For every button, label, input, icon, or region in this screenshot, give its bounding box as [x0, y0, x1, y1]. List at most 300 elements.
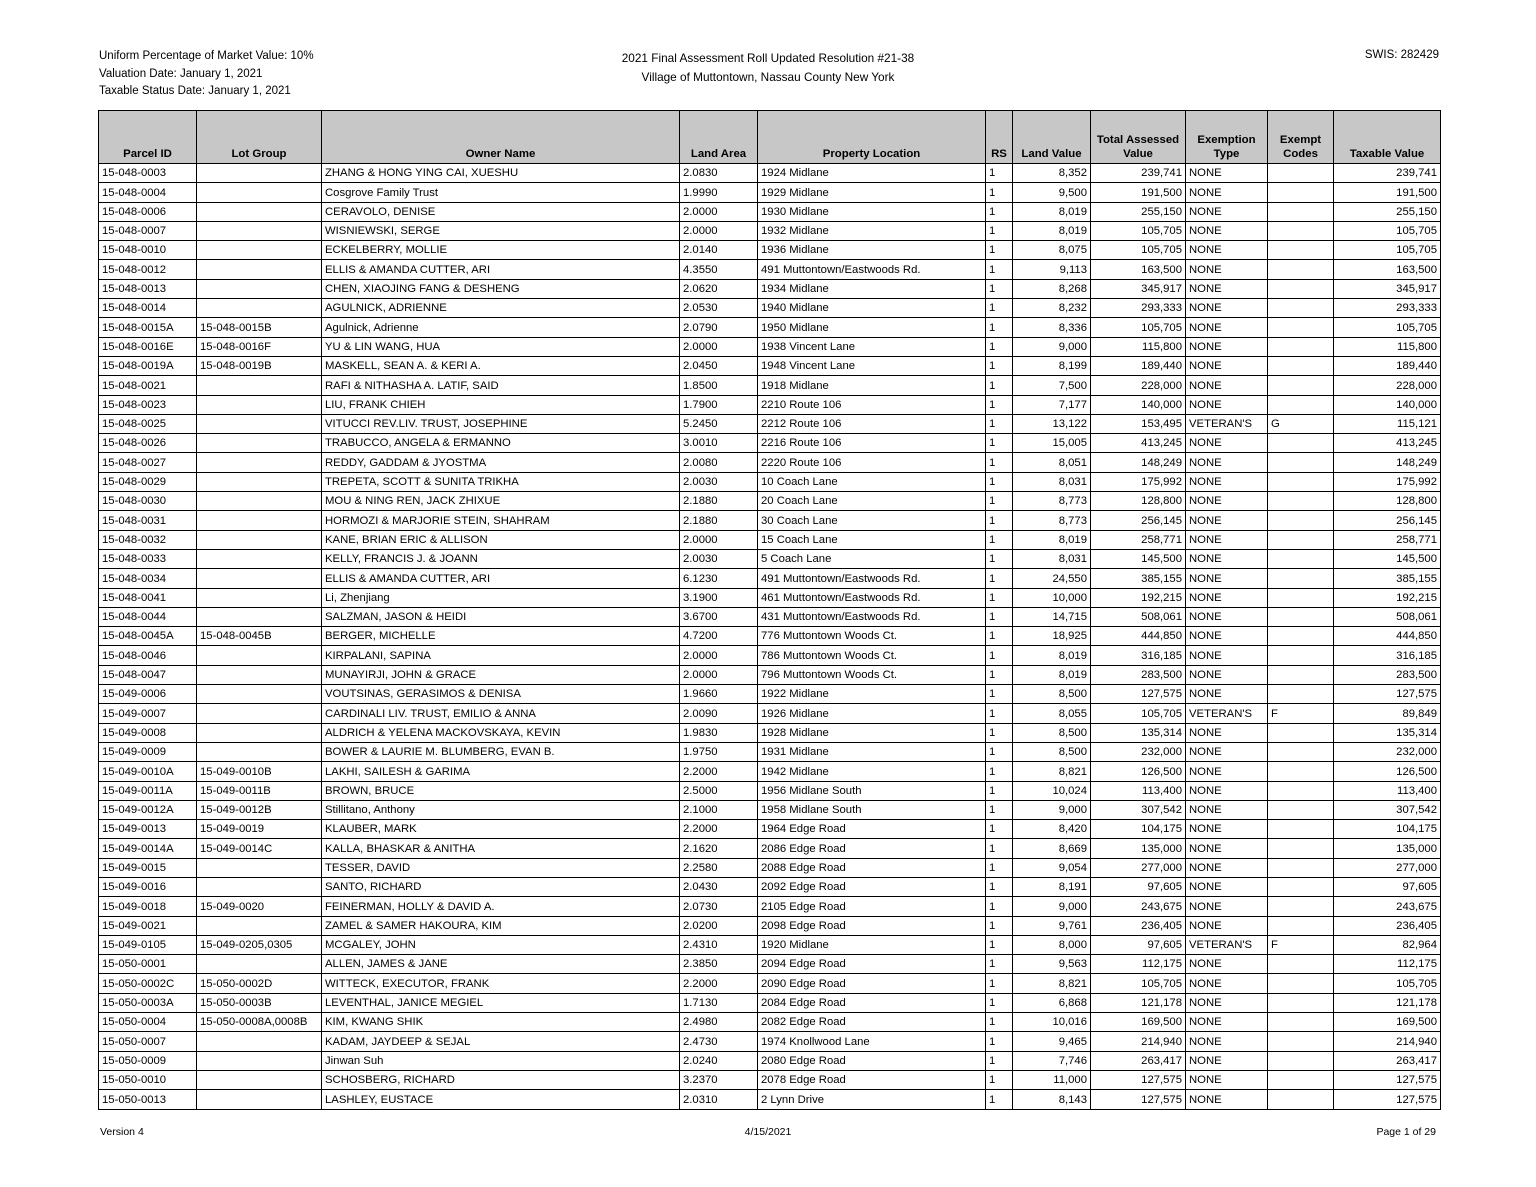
cell-owner: LAKHI, SAILESH & GARIMA: [322, 762, 680, 781]
cell-owner: MASKELL, SEAN A. & KERI A.: [322, 356, 680, 375]
cell-exemption: NONE: [1186, 627, 1268, 646]
cell-codes: [1268, 164, 1334, 183]
table-row[interactable]: [99, 260, 1441, 279]
cell-landval: 8,019: [1013, 202, 1091, 221]
cell-landval: 8,500: [1013, 723, 1091, 742]
col-header-owner-name[interactable]: Owner Name: [322, 111, 680, 164]
cell-landval: 8,031: [1013, 549, 1091, 568]
table-row[interactable]: [99, 762, 1441, 781]
cell-total: 508,061: [1091, 607, 1186, 626]
cell-total: 256,145: [1091, 511, 1186, 530]
cell-lot: [197, 877, 322, 896]
cell-total: 192,215: [1091, 588, 1186, 607]
cell-exemption: NONE: [1186, 858, 1268, 877]
cell-rs: 1: [986, 723, 1013, 742]
cell-rs: 1: [986, 279, 1013, 298]
cell-lot: [197, 453, 322, 472]
table-row[interactable]: [99, 434, 1441, 453]
cell-area: 6.1230: [680, 569, 758, 588]
cell-landval: 8,051: [1013, 453, 1091, 472]
table-row[interactable]: [99, 820, 1441, 839]
cell-loc: 1930 Midlane: [758, 202, 986, 221]
cell-loc: 1942 Midlane: [758, 762, 986, 781]
cell-codes: [1268, 1051, 1334, 1070]
table-row[interactable]: [99, 164, 1441, 183]
cell-owner: VOUTSINAS, GERASIMOS & DENISA: [322, 685, 680, 704]
cell-codes: G: [1268, 414, 1334, 433]
cell-area: 2.0030: [680, 472, 758, 491]
cell-parcel: 15-049-0014A: [99, 839, 197, 858]
table-row[interactable]: [99, 916, 1441, 935]
cell-lot: [197, 588, 322, 607]
cell-owner: ELLIS & AMANDA CUTTER, ARI: [322, 569, 680, 588]
cell-parcel: 15-048-0030: [99, 492, 197, 511]
cell-area: 1.9750: [680, 742, 758, 761]
cell-exemption: NONE: [1186, 202, 1268, 221]
cell-exemption: NONE: [1186, 472, 1268, 491]
cell-owner: CHEN, XIAOJING FANG & DESHENG: [322, 279, 680, 298]
cell-taxable: 256,145: [1334, 511, 1441, 530]
col-header-total-assessed-value[interactable]: Total Assessed Value: [1091, 111, 1186, 164]
cell-loc: 2098 Edge Road: [758, 916, 986, 935]
cell-lot: 15-050-0008A,0008B: [197, 1013, 322, 1032]
table-row[interactable]: [99, 395, 1441, 414]
cell-parcel: 15-048-0003: [99, 164, 197, 183]
table-row[interactable]: [99, 241, 1441, 260]
cell-area: 3.1900: [680, 588, 758, 607]
cell-rs: 1: [986, 935, 1013, 954]
cell-lot: [197, 607, 322, 626]
cell-exemption: NONE: [1186, 260, 1268, 279]
cell-owner: YU & LIN WANG, HUA: [322, 337, 680, 356]
cell-loc: 2212 Route 106: [758, 414, 986, 433]
cell-taxable: 121,178: [1334, 993, 1441, 1012]
cell-codes: [1268, 781, 1334, 800]
cell-owner: TESSER, DAVID: [322, 858, 680, 877]
cell-lot: [197, 395, 322, 414]
cell-owner: FEINERMAN, HOLLY & DAVID A.: [322, 897, 680, 916]
table-row[interactable]: [99, 877, 1441, 896]
cell-owner: KIM, KWANG SHIK: [322, 1013, 680, 1032]
col-header-land-area[interactable]: Land Area: [680, 111, 758, 164]
table-row[interactable]: [99, 299, 1441, 318]
cell-rs: 1: [986, 395, 1013, 414]
col-header-exempt-codes[interactable]: Exempt Codes: [1268, 111, 1334, 164]
cell-codes: [1268, 974, 1334, 993]
cell-codes: [1268, 685, 1334, 704]
cell-area: 2.0140: [680, 241, 758, 260]
cell-loc: 491 Muttontown/Eastwoods Rd.: [758, 260, 986, 279]
col-header-exemption-type[interactable]: Exemption Type: [1186, 111, 1268, 164]
cell-rs: 1: [986, 665, 1013, 684]
table-row[interactable]: [99, 646, 1441, 665]
table-row[interactable]: [99, 685, 1441, 704]
cell-exemption: NONE: [1186, 337, 1268, 356]
cell-exemption: NONE: [1186, 646, 1268, 665]
table-row[interactable]: [99, 607, 1441, 626]
cell-lot: [197, 511, 322, 530]
table-row[interactable]: [99, 221, 1441, 240]
cell-loc: 2105 Edge Road: [758, 897, 986, 916]
table-row[interactable]: [99, 704, 1441, 723]
cell-owner: SALZMAN, JASON & HEIDI: [322, 607, 680, 626]
cell-exemption: NONE: [1186, 1090, 1268, 1109]
cell-landval: 10,024: [1013, 781, 1091, 800]
swis-code: SWIS: 282429: [1364, 49, 1439, 61]
cell-landval: 9,465: [1013, 1032, 1091, 1051]
cell-landval: 14,715: [1013, 607, 1091, 626]
table-row[interactable]: [99, 530, 1441, 549]
cell-lot: [197, 260, 322, 279]
col-header-property-location[interactable]: Property Location: [758, 111, 986, 164]
cell-owner: LIU, FRANK CHIEH: [322, 395, 680, 414]
cell-total: 145,500: [1091, 549, 1186, 568]
cell-taxable: 105,705: [1334, 318, 1441, 337]
col-header-rs[interactable]: RS: [986, 111, 1013, 164]
cell-exemption: NONE: [1186, 993, 1268, 1012]
cell-rs: 1: [986, 858, 1013, 877]
table-row[interactable]: [99, 974, 1441, 993]
table-row[interactable]: [99, 723, 1441, 742]
cell-area: 5.2450: [680, 414, 758, 433]
cell-parcel: 15-048-0026: [99, 434, 197, 453]
cell-area: 2.0000: [680, 530, 758, 549]
col-header-parcel-id[interactable]: Parcel ID: [99, 111, 197, 164]
cell-rs: 1: [986, 781, 1013, 800]
cell-taxable: 316,185: [1334, 646, 1441, 665]
table-row[interactable]: [99, 839, 1441, 858]
cell-parcel: 15-050-0010: [99, 1070, 197, 1089]
cell-area: 2.4980: [680, 1013, 758, 1032]
table-row[interactable]: [99, 472, 1441, 491]
cell-area: 2.0000: [680, 646, 758, 665]
table-header-row: [99, 111, 1441, 164]
cell-rs: 1: [986, 472, 1013, 491]
cell-total: 113,400: [1091, 781, 1186, 800]
table-row[interactable]: [99, 993, 1441, 1012]
document-title-line-1: 2021 Final Assessment Roll Updated Resolution #21-38: [621, 51, 915, 65]
cell-parcel: 15-048-0031: [99, 511, 197, 530]
table-row[interactable]: [99, 511, 1441, 530]
cell-parcel: 15-048-0044: [99, 607, 197, 626]
cell-lot: [197, 704, 322, 723]
col-header-land-value[interactable]: Land Value: [1013, 111, 1091, 164]
cell-loc: 2210 Route 106: [758, 395, 986, 414]
cell-parcel: 15-048-0029: [99, 472, 197, 491]
cell-taxable: 232,000: [1334, 742, 1441, 761]
cell-codes: [1268, 627, 1334, 646]
cell-taxable: 112,175: [1334, 955, 1441, 974]
cell-parcel: 15-048-0025: [99, 414, 197, 433]
cell-lot: [197, 434, 322, 453]
cell-owner: ZHANG & HONG YING CAI, XUESHU: [322, 164, 680, 183]
table-row[interactable]: [99, 588, 1441, 607]
cell-exemption: NONE: [1186, 318, 1268, 337]
cell-loc: 2094 Edge Road: [758, 955, 986, 974]
cell-taxable: 126,500: [1334, 762, 1441, 781]
col-header-lot-group[interactable]: Lot Group: [197, 111, 322, 164]
table-row[interactable]: [99, 858, 1441, 877]
table-row[interactable]: [99, 1013, 1441, 1032]
cell-total: 239,741: [1091, 164, 1186, 183]
cell-total: 127,575: [1091, 685, 1186, 704]
cell-landval: 9,563: [1013, 955, 1091, 974]
cell-loc: 20 Coach Lane: [758, 492, 986, 511]
cell-exemption: VETERAN'S: [1186, 704, 1268, 723]
cell-area: 2.5000: [680, 781, 758, 800]
cell-exemption: NONE: [1186, 723, 1268, 742]
cell-taxable: 444,850: [1334, 627, 1441, 646]
cell-landval: 7,746: [1013, 1051, 1091, 1070]
cell-total: 214,940: [1091, 1032, 1186, 1051]
cell-loc: 1920 Midlane: [758, 935, 986, 954]
cell-exemption: NONE: [1186, 588, 1268, 607]
cell-owner: REDDY, GADDAM & JYOSTMA: [322, 453, 680, 472]
table-row[interactable]: [99, 376, 1441, 395]
cell-codes: [1268, 318, 1334, 337]
cell-codes: [1268, 820, 1334, 839]
footer-version: Version 4: [100, 1126, 144, 1138]
cell-exemption: NONE: [1186, 395, 1268, 414]
cell-lot: 15-050-0002D: [197, 974, 322, 993]
table-row[interactable]: [99, 549, 1441, 568]
table-row[interactable]: [99, 781, 1441, 800]
cell-codes: [1268, 453, 1334, 472]
cell-total: 163,500: [1091, 260, 1186, 279]
cell-landval: 24,550: [1013, 569, 1091, 588]
cell-loc: 1948 Vincent Lane: [758, 356, 986, 375]
cell-taxable: 104,175: [1334, 820, 1441, 839]
table-row[interactable]: [99, 742, 1441, 761]
cell-exemption: NONE: [1186, 897, 1268, 916]
cell-codes: [1268, 897, 1334, 916]
cell-taxable: 148,249: [1334, 453, 1441, 472]
cell-loc: 491 Muttontown/Eastwoods Rd.: [758, 569, 986, 588]
cell-loc: 1918 Midlane: [758, 376, 986, 395]
cell-parcel: 15-049-0009: [99, 742, 197, 761]
table-row[interactable]: [99, 1051, 1441, 1070]
cell-exemption: NONE: [1186, 800, 1268, 819]
cell-landval: 9,054: [1013, 858, 1091, 877]
cell-area: 2.2000: [680, 820, 758, 839]
cell-landval: 8,075: [1013, 241, 1091, 260]
cell-owner: KANE, BRIAN ERIC & ALLISON: [322, 530, 680, 549]
cell-landval: 8,821: [1013, 974, 1091, 993]
table-row[interactable]: [99, 279, 1441, 298]
cell-landval: 9,000: [1013, 800, 1091, 819]
cell-rs: 1: [986, 299, 1013, 318]
table-row[interactable]: [99, 453, 1441, 472]
cell-total: 140,000: [1091, 395, 1186, 414]
cell-rs: 1: [986, 607, 1013, 626]
cell-lot: 15-049-0010B: [197, 762, 322, 781]
cell-codes: [1268, 376, 1334, 395]
cell-area: 4.7200: [680, 627, 758, 646]
cell-rs: 1: [986, 164, 1013, 183]
cell-taxable: 115,121: [1334, 414, 1441, 433]
cell-owner: LASHLEY, EUSTACE: [322, 1090, 680, 1109]
cell-rs: 1: [986, 820, 1013, 839]
cell-parcel: 15-048-0012: [99, 260, 197, 279]
table-row[interactable]: [99, 935, 1441, 954]
cell-total: 105,705: [1091, 704, 1186, 723]
table-row[interactable]: [99, 337, 1441, 356]
cell-parcel: 15-048-0033: [99, 549, 197, 568]
cell-parcel: 15-050-0013: [99, 1090, 197, 1109]
col-header-taxable-value[interactable]: Taxable Value: [1334, 111, 1441, 164]
cell-owner: CERAVOLO, DENISE: [322, 202, 680, 221]
cell-lot: [197, 299, 322, 318]
cell-parcel: 15-050-0001: [99, 955, 197, 974]
cell-owner: KIRPALANI, SAPINA: [322, 646, 680, 665]
cell-taxable: 255,150: [1334, 202, 1441, 221]
cell-loc: 1922 Midlane: [758, 685, 986, 704]
cell-rs: 1: [986, 241, 1013, 260]
cell-codes: [1268, 607, 1334, 626]
cell-codes: [1268, 221, 1334, 240]
cell-area: 2.0090: [680, 704, 758, 723]
cell-area: 2.0240: [680, 1051, 758, 1070]
cell-codes: [1268, 241, 1334, 260]
cell-total: 243,675: [1091, 897, 1186, 916]
cell-codes: [1268, 916, 1334, 935]
cell-total: 104,175: [1091, 820, 1186, 839]
cell-codes: F: [1268, 935, 1334, 954]
cell-parcel: 15-048-0010: [99, 241, 197, 260]
cell-taxable: 283,500: [1334, 665, 1441, 684]
cell-landval: 9,113: [1013, 260, 1091, 279]
cell-total: 232,000: [1091, 742, 1186, 761]
cell-area: 2.0430: [680, 877, 758, 896]
cell-exemption: NONE: [1186, 742, 1268, 761]
table-row[interactable]: [99, 897, 1441, 916]
cell-rs: 1: [986, 897, 1013, 916]
cell-parcel: 15-048-0046: [99, 646, 197, 665]
table-row[interactable]: [99, 1090, 1441, 1109]
cell-exemption: NONE: [1186, 1051, 1268, 1070]
cell-total: 112,175: [1091, 955, 1186, 974]
cell-owner: KADAM, JAYDEEP & SEJAL: [322, 1032, 680, 1051]
table-row[interactable]: [99, 414, 1441, 433]
cell-area: 2.0030: [680, 549, 758, 568]
cell-codes: [1268, 646, 1334, 665]
cell-landval: 7,500: [1013, 376, 1091, 395]
cell-loc: 1928 Midlane: [758, 723, 986, 742]
cell-lot: 15-050-0003B: [197, 993, 322, 1012]
cell-exemption: NONE: [1186, 877, 1268, 896]
cell-total: 128,800: [1091, 492, 1186, 511]
cell-landval: 9,000: [1013, 897, 1091, 916]
table-row[interactable]: [99, 1032, 1441, 1051]
cell-codes: [1268, 337, 1334, 356]
cell-rs: 1: [986, 646, 1013, 665]
cell-rs: 1: [986, 260, 1013, 279]
cell-parcel: 15-050-0004: [99, 1013, 197, 1032]
cell-owner: BROWN, BRUCE: [322, 781, 680, 800]
cell-parcel: 15-050-0002C: [99, 974, 197, 993]
cell-lot: [197, 164, 322, 183]
cell-landval: 9,000: [1013, 337, 1091, 356]
cell-total: 105,705: [1091, 318, 1186, 337]
table-row[interactable]: [99, 202, 1441, 221]
cell-total: 413,245: [1091, 434, 1186, 453]
cell-area: 2.0450: [680, 356, 758, 375]
cell-lot: [197, 414, 322, 433]
cell-owner: TRABUCCO, ANGELA & ERMANNO: [322, 434, 680, 453]
cell-area: 2.1880: [680, 492, 758, 511]
cell-lot: [197, 376, 322, 395]
cell-parcel: 15-048-0014: [99, 299, 197, 318]
cell-owner: SCHOSBERG, RICHARD: [322, 1070, 680, 1089]
table-row[interactable]: [99, 800, 1441, 819]
cell-area: 1.8500: [680, 376, 758, 395]
cell-taxable: 175,992: [1334, 472, 1441, 491]
cell-landval: 8,143: [1013, 1090, 1091, 1109]
cell-taxable: 239,741: [1334, 164, 1441, 183]
cell-taxable: 113,400: [1334, 781, 1441, 800]
cell-parcel: 15-050-0007: [99, 1032, 197, 1051]
cell-loc: 2080 Edge Road: [758, 1051, 986, 1070]
cell-rs: 1: [986, 685, 1013, 704]
table-row[interactable]: [99, 183, 1441, 202]
cell-codes: [1268, 588, 1334, 607]
cell-lot: [197, 1051, 322, 1070]
table-row[interactable]: [99, 1070, 1441, 1089]
cell-loc: 2216 Route 106: [758, 434, 986, 453]
cell-area: 1.9660: [680, 685, 758, 704]
cell-parcel: 15-048-0023: [99, 395, 197, 414]
cell-taxable: 258,771: [1334, 530, 1441, 549]
cell-total: 175,992: [1091, 472, 1186, 491]
cell-total: 189,440: [1091, 356, 1186, 375]
cell-rs: 1: [986, 221, 1013, 240]
cell-landval: 8,821: [1013, 762, 1091, 781]
cell-lot: [197, 1070, 322, 1089]
cell-loc: 2090 Edge Road: [758, 974, 986, 993]
cell-area: 2.0000: [680, 221, 758, 240]
cell-lot: 15-048-0019B: [197, 356, 322, 375]
table-row[interactable]: [99, 665, 1441, 684]
cell-codes: [1268, 549, 1334, 568]
table-row[interactable]: [99, 492, 1441, 511]
cell-loc: 1929 Midlane: [758, 183, 986, 202]
table-row[interactable]: [99, 569, 1441, 588]
cell-rs: 1: [986, 588, 1013, 607]
cell-taxable: 89,849: [1334, 704, 1441, 723]
cell-lot: 15-049-0019: [197, 820, 322, 839]
cell-lot: [197, 742, 322, 761]
table-row[interactable]: [99, 627, 1441, 646]
table-row[interactable]: [99, 955, 1441, 974]
valuation-date-line: Valuation Date: January 1, 2021: [99, 67, 263, 80]
table-row[interactable]: [99, 356, 1441, 375]
cell-area: 2.0000: [680, 665, 758, 684]
cell-rs: 1: [986, 1013, 1013, 1032]
cell-codes: [1268, 1070, 1334, 1089]
table-row[interactable]: [99, 318, 1441, 337]
cell-loc: 1936 Midlane: [758, 241, 986, 260]
cell-owner: SANTO, RICHARD: [322, 877, 680, 896]
cell-owner: BOWER & LAURIE M. BLUMBERG, EVAN B.: [322, 742, 680, 761]
cell-area: 1.7900: [680, 395, 758, 414]
cell-landval: 8,352: [1013, 164, 1091, 183]
cell-taxable: 163,500: [1334, 260, 1441, 279]
cell-exemption: NONE: [1186, 511, 1268, 530]
cell-codes: F: [1268, 704, 1334, 723]
cell-parcel: 15-049-0006: [99, 685, 197, 704]
cell-lot: [197, 492, 322, 511]
cell-rs: 1: [986, 434, 1013, 453]
